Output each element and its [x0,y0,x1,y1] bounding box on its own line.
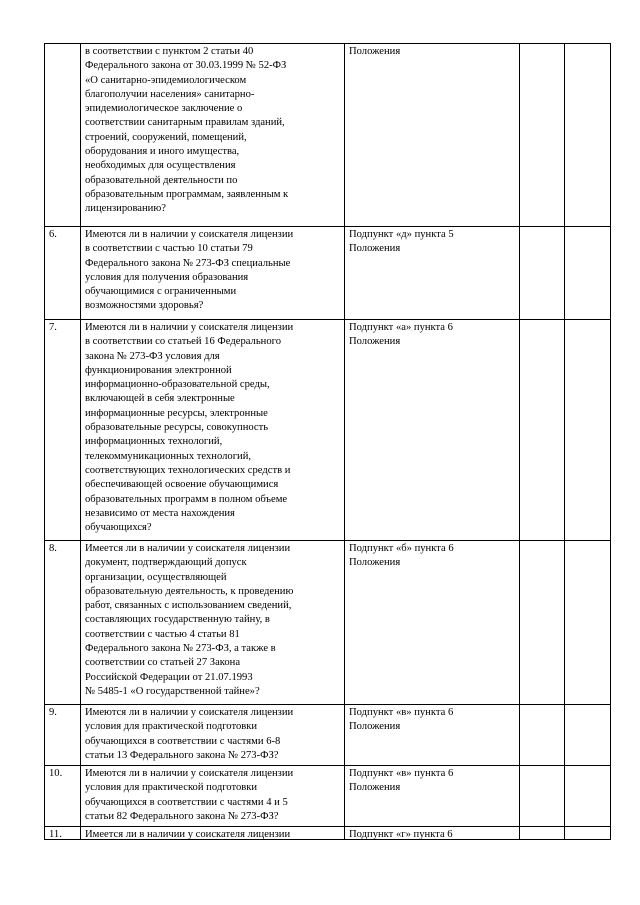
reference-cell [345,827,520,840]
table-row [45,827,611,840]
table-row [45,44,611,227]
checklist-table [44,43,611,840]
reference-text: Подпункт «г» пункта 6 [349,829,453,839]
answer-no-cell [565,541,611,705]
answer-no-cell [565,44,611,227]
row-number: 9. [45,705,81,766]
row-number: 10. [45,766,81,827]
answer-no-cell [565,827,611,840]
question-cell: в соответствии с пунктом 2 статьи 40 Федерального закона от 30.03.1999 № 52-ФЗ «О санитарно-эпидемиологическом благополучии населения» санитарно- эпидемиологическое заключение о соответствии санитарным правилам зданий, строений, сооружений, помещений, оборудования и иного имущества, необходимых для осуществления образовательной деятельности по образовательным программам, заявленным к лицензированию? [81,44,345,227]
question-cell [81,827,345,840]
answer-yes-cell [520,766,565,827]
table-row [45,541,611,705]
table-row [45,227,611,320]
answer-no-cell [565,320,611,541]
table-row [45,766,611,827]
answer-no-cell [565,705,611,766]
answer-no-cell [565,227,611,320]
question-cell: Имеются ли в наличии у соискателя лицензии условия для практической подготовки обучающихся в соответствии с частями 6-8 статьи 13 Федерального закона № 273-ФЗ? [81,705,345,766]
row-number-text: 11. [49,829,62,839]
reference-cell: Подпункт «в» пункта 6 Положения [345,705,520,766]
question-cell: Имеются ли в наличии у соискателя лицензии в соответствии с частью 10 статьи 79 Федерального закона № 273-ФЗ специальные условия для получения образования обучающимися с ограниченными возможностями здоровья? [81,227,345,320]
row-number: 6. [45,227,81,320]
reference-cell: Подпункт «в» пункта 6 Положения [345,766,520,827]
table-row [45,705,611,766]
answer-yes-cell [520,541,565,705]
question-text: Имеется ли в наличии у соискателя лицензии [85,829,291,839]
answer-no-cell [565,766,611,827]
question-cell: Имеется ли в наличии у соискателя лицензии документ, подтверждающий допуск организации, осуществляющей образовательную деятельность, к проведению работ, связанных с использованием сведений, составляющих государственную тайну, в соответствии с частью 4 статьи 81 Федерального закона № 273-ФЗ, а также в соответствии со статьей 27 Закона Российской Федерации от 21.07.1993 № 5485-1 «О государственной тайне»? [81,541,345,705]
answer-yes-cell [520,44,565,227]
row-number [45,44,81,227]
answer-yes-cell [520,320,565,541]
reference-cell: Подпункт «б» пункта 6 Положения [345,541,520,705]
row-number: 8. [45,541,81,705]
question-cell: Имеются ли в наличии у соискателя лицензии в соответствии со статьей 16 Федерального закона № 273-ФЗ условия для функционирования электронной информационно-образовательной среды, включающей в себя электронные информационные ресурсы, электронные образовательные ресурсы, совокупность информационных технологий, телекоммуникационных технологий, соответствующих технологических средств и обеспечивающей освоение обучающимися образовательных программ в полном объеме независимо от места нахождения обучающихся? [81,320,345,541]
answer-yes-cell [520,827,565,840]
row-number: 7. [45,320,81,541]
reference-cell: Положения [345,44,520,227]
reference-cell: Подпункт «а» пункта 6 Положения [345,320,520,541]
table-row [45,320,611,541]
question-cell: Имеются ли в наличии у соискателя лицензии условия для практической подготовки обучающихся в соответствии с частями 4 и 5 статьи 82 Федерального закона № 273-ФЗ? [81,766,345,827]
row-number [45,827,81,840]
reference-cell: Подпункт «д» пункта 5 Положения [345,227,520,320]
answer-yes-cell [520,227,565,320]
answer-yes-cell [520,705,565,766]
